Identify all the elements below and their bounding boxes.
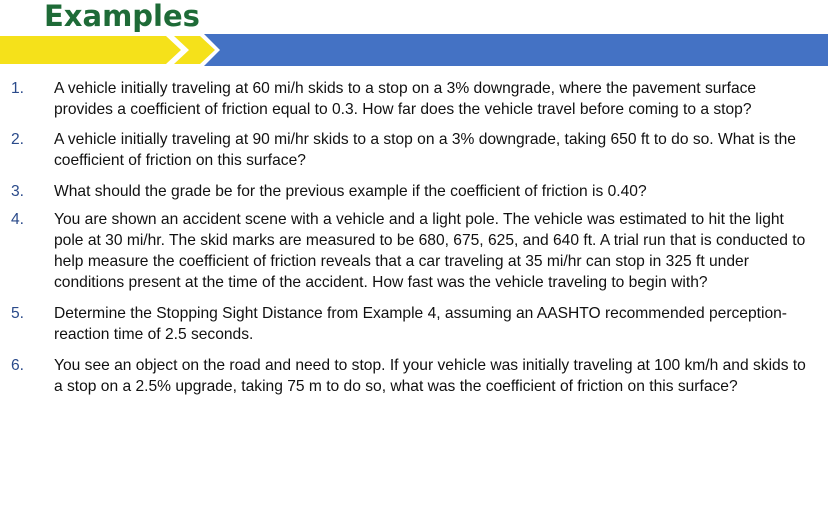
list-item — [0, 303, 828, 345]
banner-yellow-bar — [0, 36, 181, 64]
banner-blue-bar — [204, 34, 828, 66]
list-item — [0, 181, 828, 202]
list-item — [0, 78, 828, 120]
item-text: You are shown an accident scene with a vehicle and a light pole. The vehicle was estimated to hit the light pole at 30 mi/hr. The skid marks are measured to be 680, 675, 625, and 640 ft. A trial run that is conducted to help measure the coefficient of friction reveals that a car traveling at 35 mi/hr can stop in 325 ft under conditions present at the time of the accident. How fast was the vehicle traveling to begin with? — [54, 211, 806, 291]
item-text: You see an object on the road and need to stop. If your vehicle was initially traveling at 100 km/h and skids to a stop on a 2.5% upgrade, taking 75 m to do so, what was the coefficient of friction on this surface? — [54, 357, 806, 395]
slide-title: Examples — [44, 0, 200, 33]
banner-chevrons — [0, 33, 828, 67]
item-number: 3. — [11, 183, 25, 200]
item-text: Determine the Stopping Sight Distance from Example 4, assuming an AASHTO recommended perception-reaction time of 2.5 seconds. — [54, 305, 787, 343]
list-item — [0, 355, 828, 397]
list-item — [0, 209, 828, 293]
item-text: A vehicle initially traveling at 60 mi/h skids to a stop on a 3% downgrade, where the pavement surface provides a coefficient of friction equal to 0.3. How far does the vehicle travel before coming to a stop? — [54, 80, 757, 118]
header-banner — [0, 33, 828, 67]
examples-list — [0, 74, 828, 397]
item-number: 6. — [11, 357, 25, 374]
item-number: 1. — [11, 80, 25, 97]
item-text: A vehicle initially traveling at 90 mi/hr skids to a stop on a 3% downgrade, taking 650 ft to do so. What is the coefficient of friction on this surface? — [54, 131, 796, 169]
item-number: 5. — [11, 305, 25, 322]
item-number: 4. — [11, 211, 25, 228]
item-number: 2. — [11, 131, 25, 148]
list-item — [0, 129, 828, 171]
item-text: What should the grade be for the previous example if the coefficient of friction is 0.40? — [54, 183, 647, 200]
